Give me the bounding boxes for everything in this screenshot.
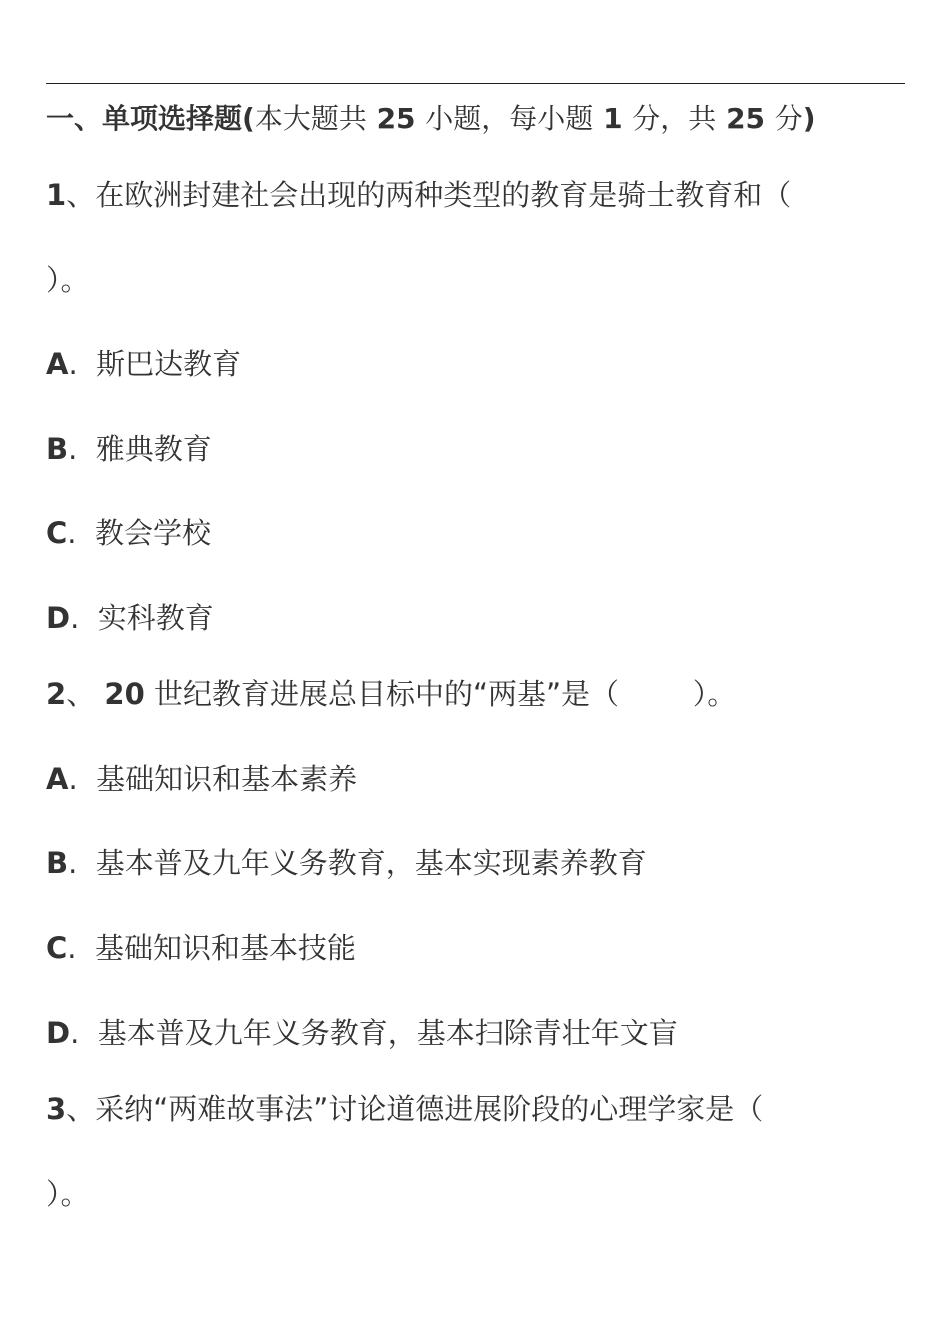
question-1-option-a: A. 斯巴达教育 bbox=[46, 347, 242, 381]
question-1-option-d: D. 实科教育 bbox=[46, 601, 214, 635]
header-rule bbox=[46, 83, 905, 84]
section-heading: 一、单项选择题(本大题共 25 小题，每小题 1 分，共 25 分) bbox=[46, 102, 816, 135]
question-2-option-b: B. 基本普及九年义务教育，基本实现素养教育 bbox=[46, 846, 647, 880]
question-1-stem-continued: ）。 bbox=[46, 263, 90, 297]
question-3-stem-continued: ）。 bbox=[46, 1177, 90, 1211]
question-number: 1 bbox=[46, 178, 67, 212]
question-1-option-b: B. 雅典教育 bbox=[46, 432, 212, 466]
question-2-option-a: A. 基础知识和基本素养 bbox=[46, 762, 358, 796]
question-2-option-d: D. 基本普及九年义务教育，基本扫除青壮年文盲 bbox=[46, 1016, 678, 1050]
question-1-option-c: C. 教会学校 bbox=[46, 516, 211, 550]
question-3-stem: 3、采纳“两难故事法”讨论道德进展阶段的心理学家是（ bbox=[46, 1092, 764, 1126]
question-number: 2 bbox=[46, 677, 67, 711]
question-2-option-c: C. 基础知识和基本技能 bbox=[46, 931, 356, 965]
question-1-stem: 1、在欧洲封建社会出现的两种类型的教育是骑士教育和（ bbox=[46, 178, 792, 212]
question-2-stem: 2、 20 世纪教育进展总目标中的“两基”是（ ）。 bbox=[46, 677, 737, 711]
question-number: 3 bbox=[46, 1092, 67, 1126]
